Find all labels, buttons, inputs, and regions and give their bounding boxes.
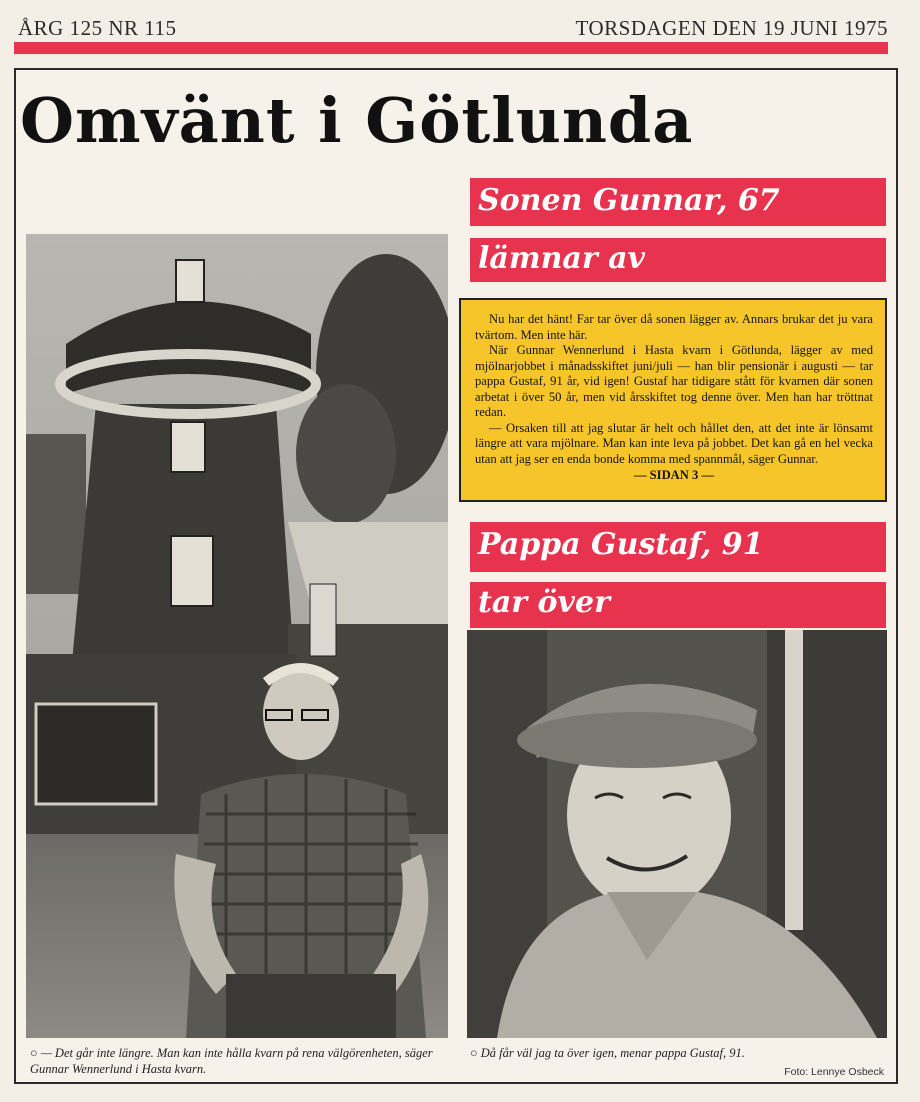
caption-bullet-icon: ○ — [470, 1046, 478, 1060]
page-title: Omvänt i Götlunda — [20, 84, 694, 157]
photo-windmill-gunnar — [26, 234, 448, 1038]
caption-right-text: Då får väl jag ta över igen, menar pappa Gustaf, 91. — [480, 1046, 745, 1060]
masthead-red-rule — [14, 42, 888, 54]
banner-tar-over: tar över — [470, 582, 886, 628]
banner-sonen: Sonen Gunnar, 67 — [470, 178, 886, 226]
banner-pappa: Pappa Gustaf, 91 — [470, 522, 886, 572]
issue-date: TORSDAGEN DEN 19 JUNI 1975 — [575, 16, 888, 40]
ingress-paragraph-2: När Gunnar Wennerlund i Hasta kvarn i Götlunda, lägger av med mjölnarjobbet i månadsskiftet juni/juli — han blir pensionär i augusti — tar pappa Gustaf, 91 år, vid igen! Gustaf har tidigare stått för kvarnen där sonen arbetat i över 50 år, men vid årsskiftet tog denne över. Men han har tröttnat redan. — [475, 343, 873, 419]
caption-bullet-icon: ○ — [30, 1046, 38, 1060]
banner-lamnar-av: lämnar av — [470, 238, 886, 282]
ingress-box — [459, 298, 887, 502]
photo-gustaf — [467, 630, 887, 1038]
caption-left-text: — Det går inte längre. Man kan inte hålla kvarn på rena välgörenheten, säger Gunnar Wennerlund i Hasta kvarn. — [30, 1046, 433, 1076]
continued-link[interactable]: — SIDAN 3 — — [633, 468, 715, 482]
ingress-paragraph-1: Nu har det hänt! Far tar över då sonen lägger av. Annars brukar det ju vara tvärtom. Men inte här. — [475, 312, 873, 342]
caption-left — [30, 1045, 450, 1077]
issue-number: ÅRG 125 NR 115 — [18, 16, 177, 40]
masthead — [16, 10, 888, 40]
caption-right — [470, 1045, 890, 1061]
gustaf-photo-illustration — [467, 630, 887, 1038]
photo-credit: Foto: Lennye Osbeck — [784, 1066, 884, 1078]
windmill-photo-illustration — [26, 234, 448, 1038]
ingress-paragraph-3: — Orsaken till att jag slutar är helt och hållet den, att det inte är lönsamt längre att vara mjölnare. Man kan inte leva på jobbet. Det kan gå en hel vecka utan att jag ser en enda bonde komma med spannmål, säger Gunnar. — [475, 420, 873, 466]
